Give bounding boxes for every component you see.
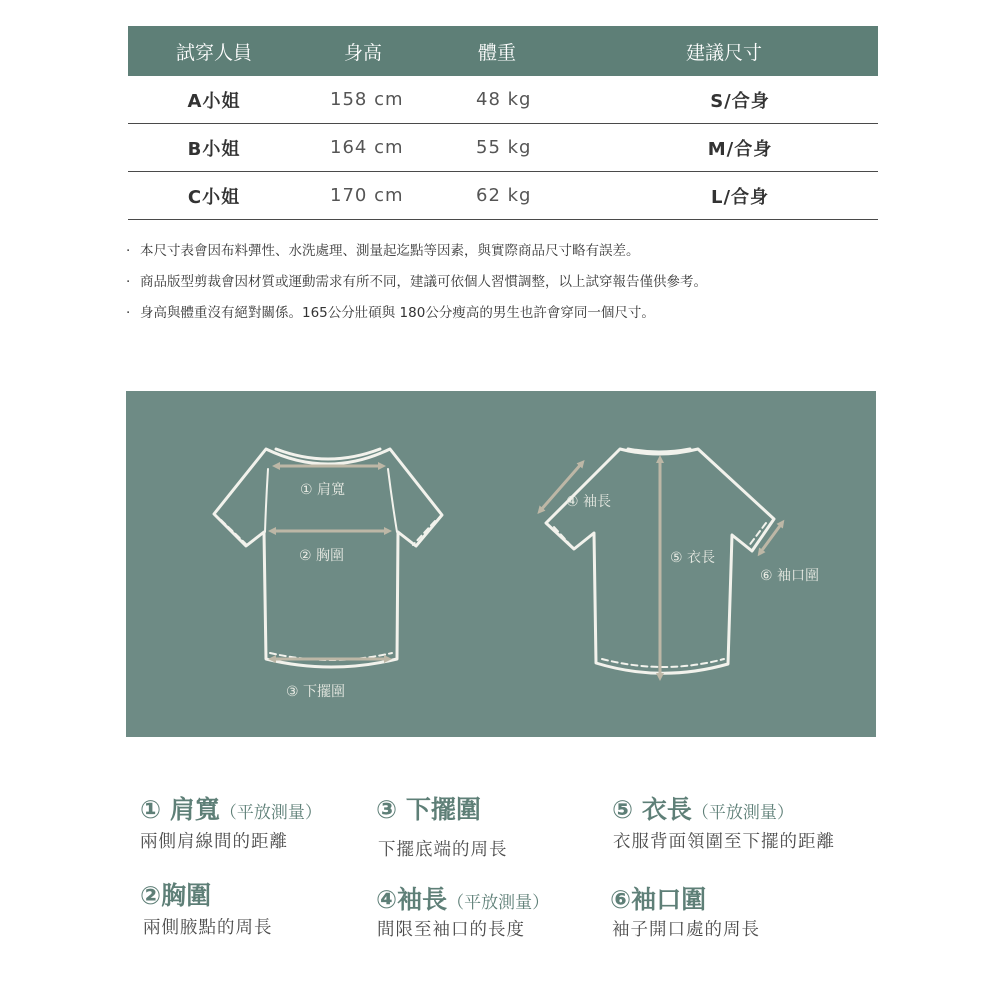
size-table [128, 26, 878, 220]
cell-weight: 48 kg [476, 89, 532, 110]
legend-title-length [612, 790, 794, 826]
garment-illustration [126, 391, 876, 737]
notes-list [126, 236, 886, 329]
cell-weight: 62 kg [476, 185, 532, 206]
label-chest: ② 胸圍 [299, 548, 345, 564]
bullet: · [126, 305, 131, 321]
note-item [126, 267, 886, 298]
legend-title-hem [376, 790, 481, 826]
label-hem: ③ 下擺圍 [286, 684, 346, 700]
legend-desc-shoulder: 兩側肩線間的距離 [140, 832, 288, 852]
header-tester: 試穿人員 [175, 41, 252, 64]
table-row [128, 124, 878, 172]
cell-weight: 55 kg [476, 137, 532, 158]
note-text: 商品版型剪裁會因材質或運動需求有所不同，建議可依個人習慣調整，以上試穿報告僅供參考。 [140, 274, 707, 290]
note-text: 身高與體重沒有絕對關係。165公分壯碩與 180公分瘦高的男生也許會穿同一個尺寸。 [140, 305, 655, 321]
legend-desc-hem: 下擺底端的周長 [378, 840, 508, 860]
legend-title-text: ⑥袖口圍 [610, 885, 707, 914]
legend-title-sleeve [376, 880, 549, 916]
header-size: 建議尺寸 [686, 41, 763, 64]
legend-title-chest [140, 876, 211, 912]
cell-tester: C小姐 [187, 186, 241, 208]
cell-height: 170 cm [330, 185, 404, 206]
note-item [126, 298, 886, 329]
header-height: 身高 [344, 41, 383, 64]
legend-desc-cuff: 袖子開口處的周長 [612, 920, 760, 940]
legend-note: （平放測量） [447, 893, 550, 913]
legend-note: （平放測量） [691, 803, 794, 823]
legend-title-text: ① 肩寬 [140, 795, 220, 824]
label-cuff: ⑥ 袖口圍 [760, 568, 820, 584]
legend-title-text: ③ 下擺圍 [376, 795, 481, 824]
cell-tester: A小姐 [187, 90, 241, 112]
measurement-diagram [126, 391, 876, 737]
label-shoulder: ① 肩寬 [300, 482, 346, 498]
bullet: · [126, 243, 131, 259]
legend-desc-sleeve: 間限至袖口的長度 [377, 920, 525, 940]
label-sleeve: ④ 袖長 [566, 494, 612, 510]
cell-size: M/合身 [707, 138, 773, 160]
header-weight: 體重 [478, 41, 517, 64]
table-row [128, 76, 878, 124]
cell-size: S/合身 [710, 90, 770, 112]
legend-desc-chest: 兩側腋點的周長 [143, 918, 273, 938]
table-header [128, 26, 878, 76]
legend-title-text: ⑤ 衣長 [612, 795, 692, 824]
cell-height: 164 cm [330, 137, 404, 158]
legend-title-shoulder [140, 790, 322, 826]
note-text: 本尺寸表會因布料彈性、水洗處理、測量起迄點等因素，與實際商品尺寸略有誤差。 [140, 243, 640, 259]
note-item [126, 236, 886, 267]
legend-note: （平放測量） [219, 803, 322, 823]
cell-size: L/合身 [710, 186, 770, 208]
label-length: ⑤ 衣長 [670, 550, 716, 566]
legend-title-cuff [610, 880, 706, 916]
legend-desc-length: 衣服背面領圍至下擺的距離 [613, 832, 835, 852]
cell-tester: B小姐 [187, 138, 241, 160]
bullet: · [126, 274, 131, 290]
legend-title-text: ④袖長 [376, 885, 448, 914]
legend-title-text: ②胸圍 [140, 881, 212, 910]
table-row [128, 172, 878, 220]
cell-height: 158 cm [330, 89, 404, 110]
